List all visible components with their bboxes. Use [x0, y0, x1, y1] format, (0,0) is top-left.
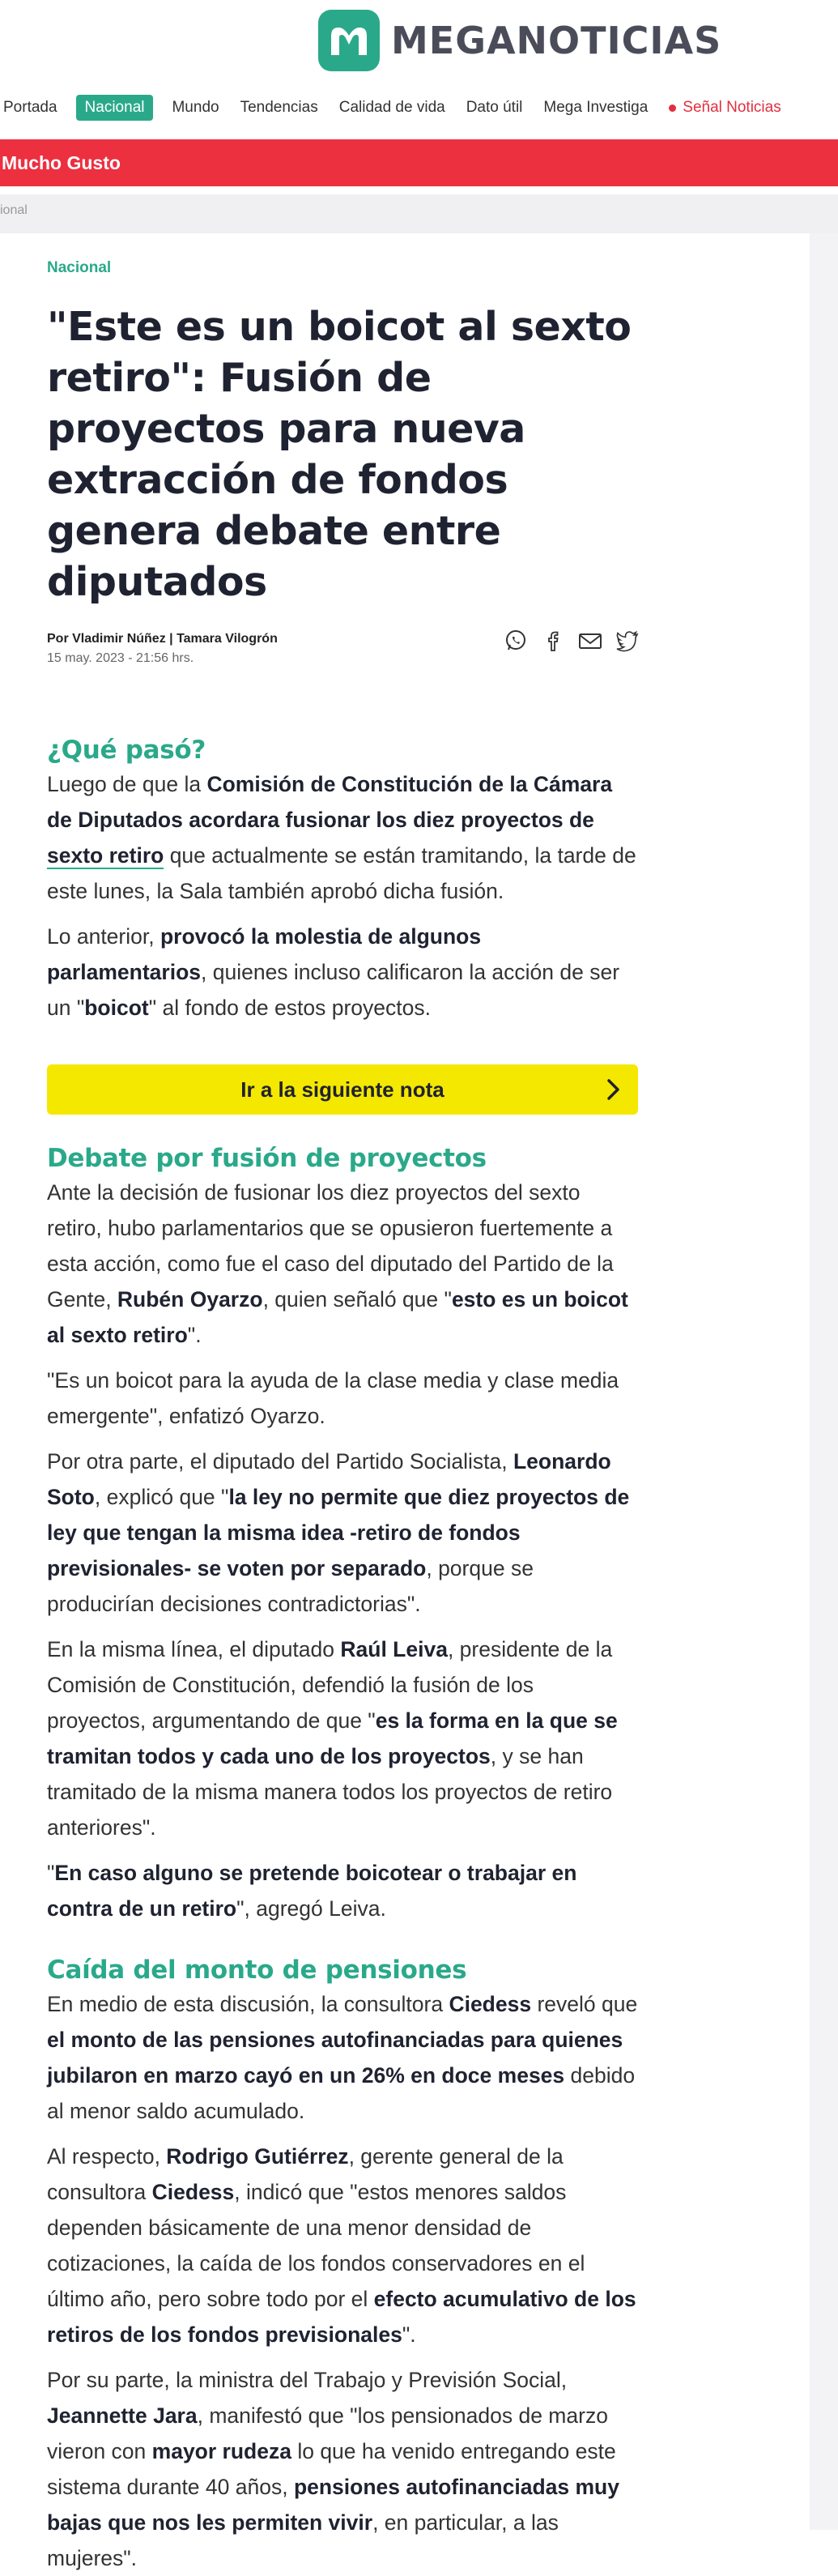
- p3-text-a: Ante la decisión de fusionar los diez proyectos del sexto retiro, hubo parlamentarios que se opusieron fuertemente a esta acción, como fue el caso del diputado del Partido de la Gente,: [47, 1180, 614, 1311]
- p3-bold-b: Rubén Oyarzo: [117, 1287, 263, 1311]
- article-paragraph-9: [47, 2139, 638, 2352]
- chevron-right-icon: [602, 1078, 623, 1101]
- p8-text-e: debido al menor saldo acumulado.: [47, 2063, 636, 2123]
- p3-text-c: , quien señaló que ": [262, 1287, 452, 1311]
- p2-bold-d: boicot: [84, 996, 149, 1020]
- p10-text-c: , manifestó que "los pensionados de marzo vieron con: [47, 2403, 608, 2463]
- article-paragraph-6: [47, 1631, 638, 1845]
- article-section-label[interactable]: Nacional: [47, 259, 112, 276]
- article: [47, 259, 638, 2576]
- article-paragraph-4: "Es un boicot para la ayuda de la clase media y clase media emergente", enfatizó Oyarzo.: [47, 1368, 619, 1428]
- p5-bold-b: Leonardo Soto: [47, 1449, 611, 1509]
- p2-bold-b: provocó la molestia de algunos parlamentarios: [47, 924, 482, 984]
- p6-bold-d: es la forma en la que se tramitan todos y cada uno de los proyectos: [47, 1708, 618, 1768]
- breadcrumb-text: ional: [0, 203, 28, 217]
- p9-bold-d: Ciedess: [151, 2180, 235, 2204]
- nav-item-senal-noticias-label: Señal Noticias: [683, 99, 781, 116]
- article-paragraph-7: [47, 1855, 638, 1926]
- article-paragraph-5: [47, 1444, 638, 1622]
- facebook-icon[interactable]: [541, 629, 565, 653]
- p9-text-c: , gerente general de la consultora: [47, 2144, 564, 2204]
- nav-item-mega-investiga[interactable]: Mega Investiga: [543, 99, 649, 116]
- p10-bold-d: mayor rudeza: [151, 2439, 291, 2463]
- p5-text-a: Por otra parte, el diputado del Partido Socialista,: [47, 1449, 513, 1474]
- p8-bold-d: el monto de las pensiones autofinanciadas para quienes jubilaron en marzo cayó en un 26% en doce meses: [47, 2028, 623, 2088]
- section-heading-debate: Debate por fusión de proyectos: [47, 1144, 487, 1173]
- site-header: [0, 0, 838, 81]
- article-paragraph-8: [47, 1986, 638, 2129]
- next-article-button-label: Ir a la siguiente nota: [240, 1077, 445, 1102]
- sexto-retiro-link[interactable]: sexto retiro: [47, 843, 164, 868]
- p2-text-e: " al fondo de estos proyectos.: [148, 996, 431, 1020]
- p10-text-g: , en particular, a las mujeres".: [47, 2510, 559, 2570]
- p10-bold-b: Jeannette Jara: [47, 2403, 198, 2428]
- share-bar: [504, 629, 640, 653]
- nav-item-mundo[interactable]: Mundo: [172, 99, 219, 116]
- p6-bold-b: Raúl Leiva: [340, 1637, 448, 1661]
- p5-text-c: , explicó que ": [94, 1485, 229, 1509]
- article-meta: [47, 632, 638, 684]
- section-heading-que-paso: ¿Qué pasó?: [47, 736, 206, 765]
- article-paragraph-2: [47, 919, 638, 1026]
- p10-text-e: lo que ha venido entregando este sistema durante 40 años,: [47, 2439, 616, 2499]
- nav-item-tendencias[interactable]: Tendencias: [240, 99, 318, 116]
- p9-text-g: ".: [402, 2322, 416, 2347]
- nav-item-senal-noticias[interactable]: [658, 99, 791, 117]
- nav-item-nacional[interactable]: Nacional: [76, 95, 154, 121]
- p9-bold-b: Rodrigo Gutiérrez: [166, 2144, 349, 2169]
- p1-bold-b: Comisión de Constitución de la Cámara de Diputados acordara fusionar los diez proyectos de: [47, 772, 613, 832]
- p8-text-c: reveló que: [531, 1992, 638, 2016]
- nav-item-calidad-de-vida[interactable]: Calidad de vida: [338, 99, 445, 116]
- p1-text-a: Luego de que la: [47, 772, 207, 796]
- site-logo[interactable]: [318, 10, 721, 71]
- logo-mark-icon: [318, 10, 380, 71]
- p9-bold-f: efecto acumulativo de los retiros de los fondos previsionales: [47, 2287, 636, 2347]
- p5-bold-d: la ley no permite que diez proyectos de ley que tengan la misma idea -retiro de fondos previsionales- se voten por separado: [47, 1485, 630, 1580]
- p5-text-e: , porque se producirían decisiones contradictorias".: [47, 1556, 534, 1616]
- article-paragraph-1: [47, 766, 638, 909]
- article-paragraph-3: [47, 1175, 638, 1353]
- nav-item-dato-util[interactable]: Dato útil: [466, 99, 523, 116]
- p2-text-c: , quienes incluso calificaron la acción de ser un ": [47, 960, 620, 1020]
- nav-item-portada[interactable]: Portada: [3, 99, 57, 116]
- article-paragraph-10: [47, 2362, 638, 2576]
- p6-text-e: , y se han tramitado de la misma manera todos los proyectos de retiro anteriores".: [47, 1744, 613, 1840]
- twitter-icon[interactable]: [615, 629, 640, 653]
- p7-text-a: ": [47, 1861, 55, 1885]
- email-icon[interactable]: [578, 629, 602, 653]
- p6-text-c: , presidente de la Comisión de Constitución, defendió la fusión de los proyectos, argumentando de que ": [47, 1637, 613, 1733]
- p10-text-a: Por su parte, la ministra del Trabajo y Previsión Social,: [47, 2368, 568, 2392]
- whatsapp-icon[interactable]: [504, 629, 528, 653]
- p2-text-a: Lo anterior,: [47, 924, 160, 949]
- article-date: 15 may. 2023 - 21:56 hrs.: [47, 651, 194, 665]
- next-article-button[interactable]: [47, 1064, 638, 1115]
- p3-bold-d: esto es un boicot al sexto retiro: [47, 1287, 628, 1347]
- right-gutter: [810, 233, 838, 2530]
- p7-text-c: ", agregó Leiva.: [236, 1896, 386, 1921]
- breadcrumb: [0, 194, 838, 227]
- article-authors: Por Vladimir Núñez | Tamara Vilogrón: [47, 632, 278, 646]
- p9-text-a: Al respecto,: [47, 2144, 167, 2169]
- promo-bar-label: Mucho Gusto: [2, 151, 121, 173]
- p3-text-e: ".: [187, 1323, 202, 1347]
- p1-text-c: que actualmente se están tramitando, la tarde de este lunes, la Sala también aprobó dicha fusión.: [47, 843, 636, 903]
- article-headline: "Este es un boicot al sexto retiro": Fusión de proyectos para nueva extracción de fondos genera debate entre diputados: [47, 304, 632, 605]
- brand-name: MEGANOTICIAS: [391, 19, 722, 62]
- p9-text-e: , indicó que "estos menores saldos dependen básicamente de una menor densidad de cotizaciones, la caída de los fondos conservadores en el último año, pero sobre todo por el: [47, 2180, 585, 2311]
- live-dot-icon: [669, 104, 676, 112]
- main-nav: [0, 89, 838, 126]
- p8-text-a: En medio de esta discusión, la consultora: [47, 1992, 449, 2016]
- section-heading-caida-pensiones: Caída del monto de pensiones: [47, 1955, 467, 1985]
- p6-text-a: En la misma línea, el diputado: [47, 1637, 341, 1661]
- promo-bar[interactable]: [0, 139, 838, 186]
- p8-bold-b: Ciedess: [449, 1992, 532, 2016]
- p10-bold-f: pensiones autofinanciadas muy bajas que nos les permiten vivir: [47, 2475, 619, 2535]
- p7-bold-b: En caso alguno se pretende boicotear o trabajar en contra de un retiro: [47, 1861, 577, 1921]
